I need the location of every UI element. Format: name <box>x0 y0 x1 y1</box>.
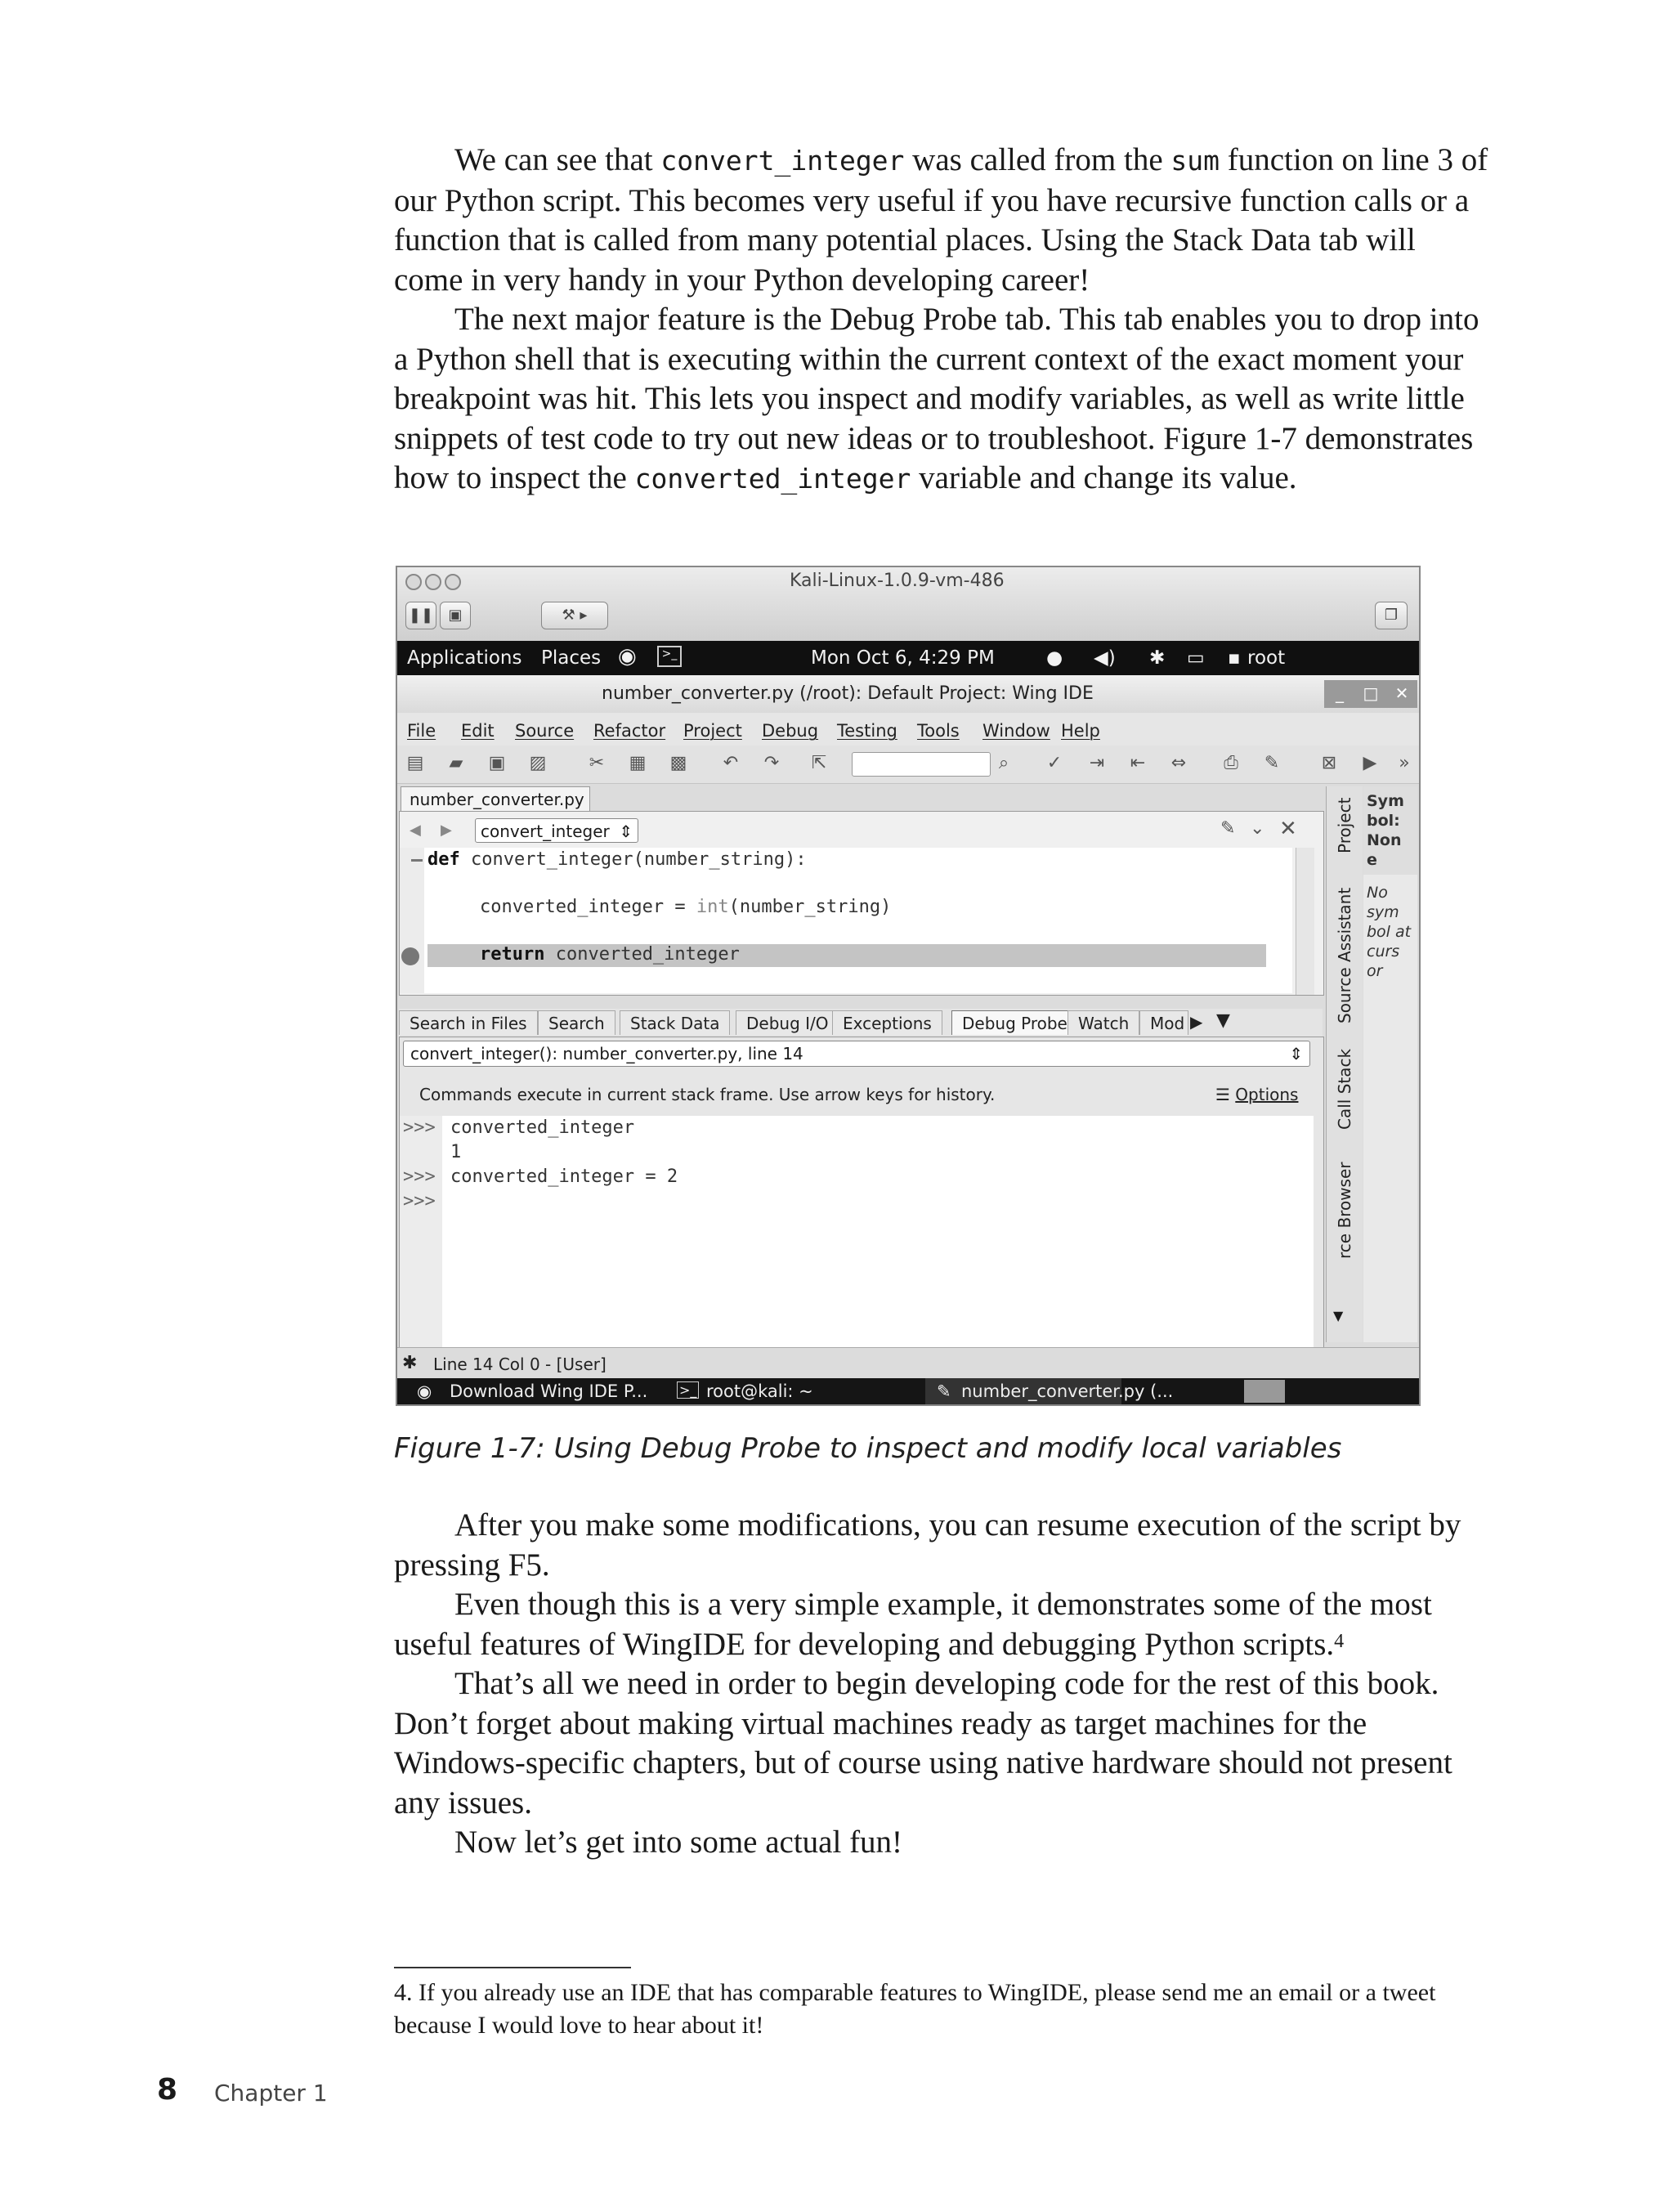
side-tab-project[interactable]: Project <box>1335 797 1354 853</box>
tab-menu-icon[interactable]: ▼ <box>1216 1010 1230 1031</box>
inline-code: convert_integer <box>660 145 905 177</box>
chapter-label: Chapter 1 <box>214 2080 328 2107</box>
browser-icon: ◉ <box>417 1381 432 1401</box>
probe-shell[interactable] <box>400 1116 1314 1348</box>
browser-icon[interactable]: ◉ <box>618 644 637 669</box>
tab-search-in-files[interactable]: Search in Files <box>399 1010 538 1035</box>
tab-debug-io[interactable]: Debug I/O <box>736 1010 839 1035</box>
shell-line: 1 <box>450 1142 462 1162</box>
paragraph <box>394 141 1489 300</box>
options-label: Options <box>1235 1085 1299 1104</box>
code-text: convert_integer(number_string): <box>459 849 807 870</box>
minimize-dot-icon[interactable] <box>425 574 441 590</box>
function-selector-value: convert_integer <box>481 822 610 841</box>
probe-hint: Commands execute in current stack frame. Use arrow keys for history. <box>419 1085 996 1104</box>
text: Even though this is a very simple example, it demonstrates some of the most useful features of WingIDE for developing and debugging Python scripts. <box>394 1587 1432 1662</box>
code-text: converted_integer <box>544 944 740 965</box>
close-dot-icon[interactable] <box>405 574 422 590</box>
indent-toggle-icon[interactable]: ⇔ <box>1170 753 1187 773</box>
terminal-icon[interactable]: >_ <box>657 646 682 667</box>
symbol-heading: Sym bol: Non e <box>1363 786 1417 875</box>
maximize-icon[interactable]: □ <box>1355 680 1386 708</box>
gnome-panel <box>397 641 1419 675</box>
save-all-icon[interactable]: ▨ <box>529 753 547 773</box>
figure-screenshot <box>396 566 1421 1406</box>
function-selector[interactable] <box>475 818 638 843</box>
keyword: return <box>480 944 545 965</box>
side-tab-call-stack[interactable]: Call Stack <box>1335 1048 1354 1130</box>
paragraph: That’s all we need in order to begin developing code for the rest of this book. Don’t forget about making virtual machines ready as target machines for the Windows-specific chapters, but of course using native hardware should not present any issues. <box>394 1666 1452 1820</box>
toolbar-search-input[interactable] <box>852 752 991 777</box>
taskbar <box>397 1378 1419 1404</box>
paragraph <box>394 300 1489 499</box>
menu-help[interactable]: Help <box>1061 721 1100 741</box>
cut-icon[interactable]: ✂ <box>589 753 605 773</box>
terminal-icon: >_ <box>677 1381 699 1399</box>
menu-window[interactable]: Window <box>982 721 1050 741</box>
code-text: converted_integer = <box>480 897 696 917</box>
redo-icon[interactable]: ↷ <box>763 753 780 773</box>
forward-icon[interactable]: ▶ <box>441 822 452 839</box>
side-scroll-down-icon[interactable]: ▼ <box>1333 1308 1344 1323</box>
fold-icon[interactable] <box>411 859 423 862</box>
footnote: 4. If you already use an IDE that has comparable features to WingIDE, please send me an email or a tweet because I would love to hear about it! <box>394 1979 1436 2039</box>
close-editor-icon[interactable]: ✕ <box>1279 817 1297 841</box>
shell-prompt: >>> <box>403 1191 436 1211</box>
user-menu[interactable]: root <box>1247 647 1286 669</box>
debug-probe-pane <box>399 1037 1324 1349</box>
menu-edit[interactable]: Edit <box>461 721 495 741</box>
taskbar-item-browser[interactable]: Download Wing IDE P... <box>450 1381 648 1401</box>
paste-icon[interactable]: ▩ <box>669 753 687 773</box>
pause-icon[interactable]: ❚❚ <box>405 602 436 629</box>
menu-debug[interactable]: Debug <box>762 721 819 741</box>
menu-refactor[interactable]: Refactor <box>593 721 666 741</box>
tab-scroll-right-icon[interactable]: ▶ <box>1190 1012 1203 1032</box>
tool-tabs <box>399 1009 1323 1037</box>
stack-frame-selector[interactable] <box>403 1041 1310 1067</box>
code-line-2 <box>480 897 891 917</box>
text: We can see that <box>454 142 661 177</box>
paragraph: After you make some modifications, you can resume execution of the script by pressing F5. <box>394 1507 1461 1583</box>
pin-icon[interactable]: ✎ <box>1220 818 1236 839</box>
inline-code: sum <box>1170 145 1220 177</box>
symbol-body: No sym bol at curs or <box>1367 884 1412 980</box>
side-tab-source-browser[interactable]: rce Browser <box>1335 1162 1354 1259</box>
shell-gutter <box>400 1116 442 1348</box>
footnote-ref[interactable]: 4 <box>1334 1630 1345 1652</box>
window-titlebar <box>397 675 1419 714</box>
menu-source[interactable]: Source <box>515 721 575 741</box>
menu-tools[interactable]: Tools <box>917 721 960 741</box>
pencil-icon: ✎ <box>937 1381 951 1401</box>
text: function on line 3 of our Python script. This becomes very useful if you have recursive function calls or a function that is called from many potential places. Using the Stack Data tab will come in very handy in your Python developing career! <box>394 142 1488 298</box>
text: was called from the <box>904 142 1171 177</box>
chevron-down-icon[interactable]: ⌄ <box>1250 818 1265 839</box>
editor-pane <box>399 811 1324 996</box>
updown-icon: ⇕ <box>619 822 633 841</box>
editor-scrollbar[interactable] <box>1296 848 1314 995</box>
volume-icon[interactable]: ◀) <box>1094 647 1116 669</box>
settings-wrench-icon[interactable]: ⚒ ▸ <box>541 602 608 629</box>
builtin: int <box>696 897 729 917</box>
tab-modules[interactable]: Mod <box>1139 1010 1188 1035</box>
tab-watch[interactable]: Watch <box>1068 1010 1139 1035</box>
inline-code: converted_integer <box>634 463 911 495</box>
search-icon[interactable]: ⌕ <box>998 753 1009 773</box>
tab-stack-data[interactable]: Stack Data <box>620 1010 730 1035</box>
fullscreen-icon[interactable]: ❐ <box>1375 602 1408 629</box>
code-area[interactable] <box>400 848 1292 993</box>
taskbar-item-editor[interactable]: number_converter.py (... <box>961 1381 1174 1401</box>
chat-icon[interactable]: ▪ <box>1228 647 1241 669</box>
window-title: number_converter.py (/root): Default Project: Wing IDE <box>602 683 1094 704</box>
options-icon: ☰ <box>1215 1085 1236 1104</box>
tab-exceptions[interactable]: Exceptions <box>832 1010 942 1035</box>
code-line-1 <box>427 849 807 870</box>
open-folder-icon[interactable]: ▰ <box>449 753 463 773</box>
body-text-top <box>394 141 1489 499</box>
paragraph <box>394 1585 1489 1664</box>
minimize-icon[interactable]: _ <box>1324 680 1355 708</box>
undo-icon[interactable]: ↶ <box>723 753 739 773</box>
print-icon[interactable]: ⎙ <box>1224 753 1238 773</box>
tab-debug-probe[interactable]: Debug Probe <box>951 1010 1078 1035</box>
symbol-panel <box>1363 786 1417 1342</box>
footnote-rule <box>394 1967 631 1968</box>
page-number: 8 <box>157 2073 178 2107</box>
edit-icon[interactable]: ✎ <box>1264 753 1280 773</box>
applications-menu[interactable]: Applications <box>407 647 522 669</box>
vm-title: Kali-Linux-1.0.9-vm-486 <box>790 571 1005 591</box>
file-tab[interactable]: number_converter.py <box>401 786 590 811</box>
status-text: Line 14 Col 0 - [User] <box>433 1355 606 1374</box>
figure-caption: Figure 1-7: Using Debug Probe to inspect and modify local variables <box>394 1432 1342 1465</box>
toolbar <box>397 746 1419 784</box>
more-icon[interactable]: » <box>1399 753 1410 773</box>
places-menu[interactable]: Places <box>541 647 602 669</box>
workspace-switcher[interactable] <box>1244 1380 1285 1403</box>
back-icon[interactable]: ◀ <box>410 822 421 839</box>
options-button[interactable] <box>1215 1085 1298 1104</box>
menu-project[interactable]: Project <box>683 721 742 741</box>
code-text: (number_string) <box>728 897 892 917</box>
copy-icon[interactable]: ▦ <box>629 753 647 773</box>
updown-icon: ⇕ <box>1289 1044 1303 1063</box>
maximize-dot-icon[interactable] <box>445 574 461 590</box>
spellcheck-icon[interactable]: ✓ <box>1046 753 1063 773</box>
run-icon[interactable]: ▶ <box>1363 753 1377 773</box>
side-tab-source-assistant[interactable]: Source Assistant <box>1335 887 1354 1023</box>
code-line-3 <box>480 944 740 965</box>
goto-icon[interactable]: ⇱ <box>811 753 827 773</box>
stop-icon[interactable]: ⊠ <box>1321 753 1337 773</box>
shell-line: converted_integer <box>450 1117 635 1138</box>
paragraph: Now let’s get into some actual fun! <box>454 1825 903 1860</box>
bluetooth-icon[interactable]: ✱ <box>1149 647 1166 669</box>
menu-testing[interactable]: Testing <box>837 721 897 741</box>
keyword: def <box>427 849 460 870</box>
save-icon[interactable]: ▣ <box>488 753 506 773</box>
status-bar <box>397 1347 1419 1379</box>
side-tabs <box>1326 786 1363 1342</box>
editor-gutter <box>400 848 424 993</box>
snapshot-icon[interactable]: ▣ <box>440 602 471 629</box>
bug-icon: ✱ <box>402 1353 418 1373</box>
menu-file[interactable]: File <box>407 721 436 741</box>
outdent-icon[interactable]: ⇤ <box>1130 753 1146 773</box>
shell-line: converted_integer = 2 <box>450 1166 678 1187</box>
stack-frame-value: convert_integer(): number_converter.py, line 14 <box>410 1044 803 1063</box>
shell-prompt: >>> <box>403 1117 436 1138</box>
vm-titlebar <box>397 567 1419 642</box>
text: variable and change its value. <box>911 460 1297 495</box>
taskbar-item-terminal[interactable]: root@kali: ~ <box>706 1381 813 1401</box>
clock[interactable]: Mon Oct 6, 4:29 PM <box>811 647 995 669</box>
body-text-bottom <box>394 1506 1489 1863</box>
tab-search[interactable]: Search <box>538 1010 615 1035</box>
text: The next major feature is the Debug Probe tab. This tab enables you to drop into a Python shell that is executing within the current context of the exact moment your breakpoint was hit. This lets you inspect and modify variables, as well as write little snippets of test code to try out new ideas or to troubleshoot. Figure 1-7 demonstrates how to inspect the <box>394 302 1479 495</box>
indent-icon[interactable]: ⇥ <box>1089 753 1105 773</box>
network-icon[interactable]: ● <box>1046 647 1063 669</box>
breakpoint-icon[interactable] <box>401 947 419 965</box>
new-file-icon[interactable]: ▤ <box>406 753 424 773</box>
close-icon[interactable]: ✕ <box>1386 680 1417 708</box>
display-icon[interactable]: ▭ <box>1187 647 1205 669</box>
shell-prompt: >>> <box>403 1166 436 1187</box>
menu-bar <box>397 713 1419 746</box>
